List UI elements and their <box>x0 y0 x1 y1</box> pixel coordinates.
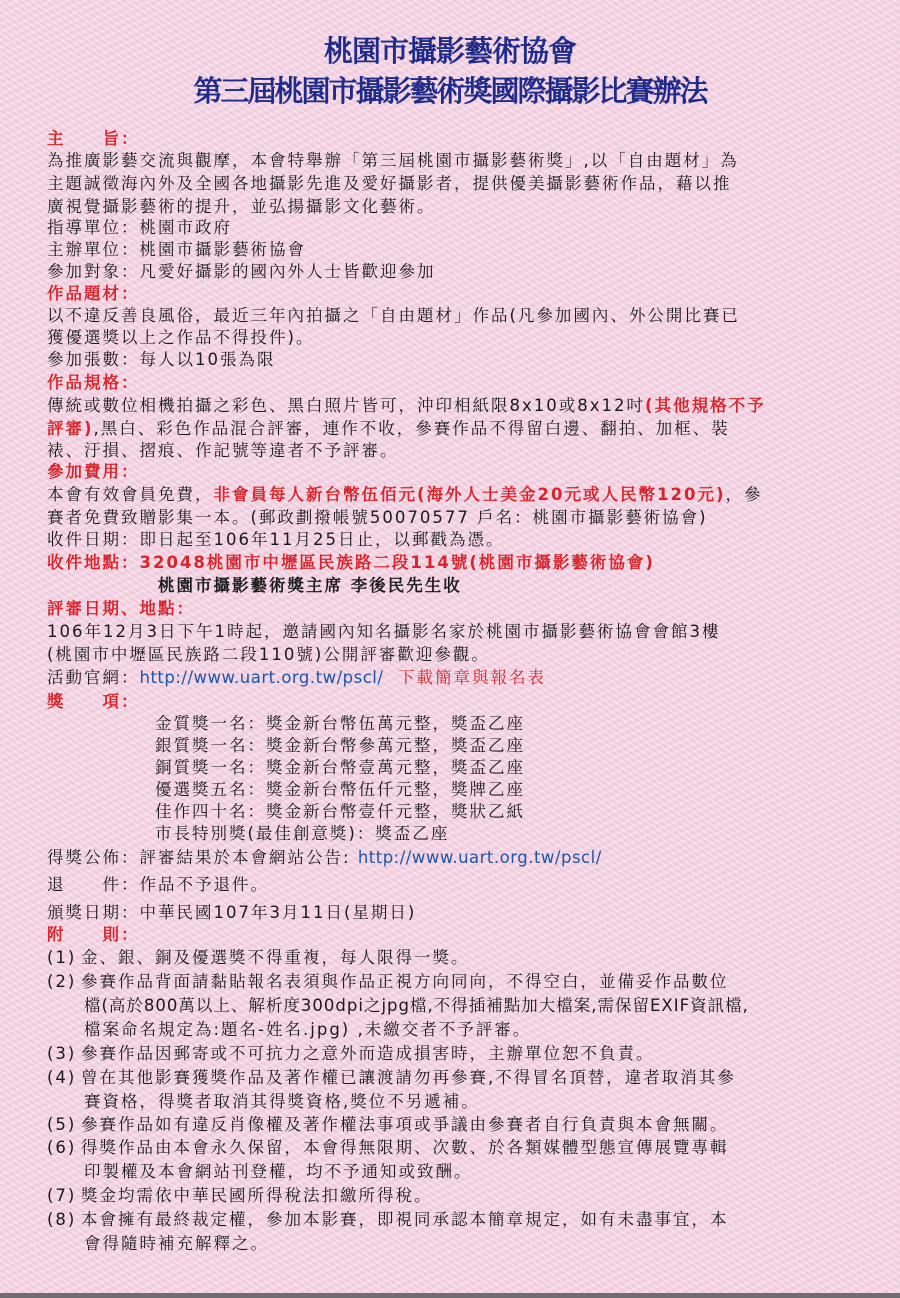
announcement-label: 得獎公佈：評審結果於本會網站公告: <box>47 848 358 867</box>
purpose-line: 主題誠徵海內外及全國各地攝影先進及愛好攝影者，提供優美攝影藝術作品，藉以推 <box>47 174 732 193</box>
eligibility: 參加對象：凡愛好攝影的國內外人士皆歡迎參加 <box>47 262 436 281</box>
judging-line: 106年12月3日下午1時起，邀請國內知名攝影名家於桃園市攝影藝術協會會館3樓 <box>47 622 721 641</box>
rule-continuation: 賽資格，得獎者取消其得獎資格,獎位不另遞補。 <box>84 1092 480 1111</box>
awards-heading: 獎 項： <box>47 692 140 711</box>
rule-item: (4) 曾在其他影賽獲獎作品及著作權已讓渡請勿再參賽,不得冒名頂替，違者取消其參 <box>47 1068 736 1087</box>
theme-line: 獲優選獎以上之作品不得投件)。 <box>47 328 315 347</box>
prize-item: 優選獎五名：獎金新台幣伍仟元整，獎牌乙座 <box>155 780 525 799</box>
website-link[interactable]: http://www.uart.org.tw/pscl/ <box>139 668 384 687</box>
fee-line: 賽者免費致贈影集一本。(郵政劃撥帳號50070577 戶名：桃園市攝影藝術協會) <box>47 508 708 527</box>
prize-item: 銀質獎一名：獎金新台幣參萬元整，獎盃乙座 <box>155 736 525 755</box>
rule-continuation: 檔(高於800萬以上、解析度300dpi之jpg檔,不得插補點加大檔案,需保留EXIF資訊檔, <box>84 996 749 1015</box>
entry-count: 參加張數：每人以10張為限 <box>47 350 276 369</box>
rule-item: (3) 參賽作品因郵寄或不可抗力之意外而造成損害時，主辦單位恕不負責。 <box>47 1044 655 1063</box>
announcement-link[interactable]: http://www.uart.org.tw/pscl/ <box>357 848 602 867</box>
judging-line: (桃園市中壢區民族路二段110號)公開評審歡迎參觀。 <box>47 645 490 664</box>
page-title: 第三屆桃園市攝影藝術獎國際攝影比賽辦法 <box>193 74 707 108</box>
rule-continuation: 會得隨時補充解釋之。 <box>84 1234 269 1253</box>
organization-title: 桃園市攝影藝術協會 <box>323 34 576 68</box>
prize-item: 市長特別獎(最佳創意獎)：獎盃乙座 <box>155 824 450 843</box>
rule-continuation: 印製權及本會網站刊登權，均不予通知或致酬。 <box>84 1162 473 1181</box>
spec-line: 傳統或數位相機拍攝之彩色、黑白照片皆可，沖印相紙限8x10或8x12吋(其他規格不予 <box>47 396 766 415</box>
prize-item: 佳作四十名：獎金新台幣壹仟元整，獎狀乙紙 <box>155 802 525 821</box>
theme-line: 以不違反善良風俗，最近三年內拍攝之「自由題材」作品(凡參加國內、外公開比賽已 <box>47 306 740 325</box>
rules-heading: 附 則： <box>47 925 140 944</box>
spec-heading: 作品規格： <box>47 373 140 392</box>
prize-item: 金質獎一名：獎金新台幣伍萬元整，獎盃乙座 <box>155 714 525 733</box>
rule-item: (6) 得獎作品由本會永久保留，本會得無限期、次數、於各類媒體型態宣傳展覽專輯 <box>47 1138 729 1157</box>
spec-line: 裱、汙損、摺痕、作記號等違者不予評審。 <box>47 441 399 460</box>
announcement-row <box>47 848 602 868</box>
purpose-heading: 主 旨： <box>47 129 140 148</box>
spec-line: 評審),黑白、彩色作品混合評審，連作不收，參賽作品不得留白邊、翻拍、加框、裝 <box>47 419 730 438</box>
rule-item: (7) 獎金均需依中華民國所得稅法扣繳所得稅。 <box>47 1186 433 1205</box>
fee-heading: 參加費用： <box>47 462 140 481</box>
rule-item: (1) 金、銀、銅及優選獎不得重複，每人限得一獎。 <box>47 948 470 967</box>
purpose-line: 廣視覺攝影藝術的提升，並弘揚攝影文化藝術。 <box>47 197 436 216</box>
website-row <box>47 668 546 688</box>
host-unit: 主辦單位：桃園市攝影藝術協會 <box>47 240 306 259</box>
fee-line: 本會有效會員免費，非會員每人新台幣伍佰元(海外人士美金20元或人民幣120元)，參 <box>47 485 763 504</box>
recipient: 桃園市攝影藝術獎主席 李後民先生收 <box>158 576 462 595</box>
return-policy: 退 件：作品不予退件。 <box>47 875 269 894</box>
purpose-line: 為推廣影藝交流與觀摩，本會特舉辦「第三屆桃園市攝影藝術獎」,以「自由題材」為 <box>47 151 739 170</box>
rule-item: (8) 本會擁有最終裁定權，參加本影賽，即視同承認本簡章規定，如有未盡事宜，本 <box>47 1210 729 1229</box>
mailing-address: 收件地點：32048桃園市中壢區民族路二段114號(桃園市攝影藝術協會) <box>47 553 655 572</box>
guiding-unit: 指導單位：桃園市政府 <box>47 218 232 237</box>
rule-continuation: 檔案命名規定為:題名-姓名.jpg) ,未繳交者不予評審。 <box>84 1020 532 1039</box>
ceremony-date: 頒獎日期：中華民國107年3月11日(星期日) <box>47 903 417 922</box>
theme-heading: 作品題材： <box>47 284 140 303</box>
bottom-border <box>0 1293 900 1298</box>
rule-item: (5) 參賽作品如有違反肖像權及著作權法事項或爭議由參賽者自行負責與本會無關。 <box>47 1115 729 1134</box>
deadline: 收件日期：即日起至106年11月25日止，以郵戳為憑。 <box>47 530 505 549</box>
rule-item: (2) 參賽作品背面請黏貼報名表須與作品正視方向同向，不得空白，並備妥作品數位 <box>47 972 729 991</box>
website-label: 活動官網： <box>47 668 140 687</box>
judging-heading: 評審日期、地點： <box>47 599 195 618</box>
download-link[interactable]: 下載簡章與報名表 <box>397 668 546 687</box>
prize-item: 銅質獎一名：獎金新台幣壹萬元整，獎盃乙座 <box>155 758 525 777</box>
